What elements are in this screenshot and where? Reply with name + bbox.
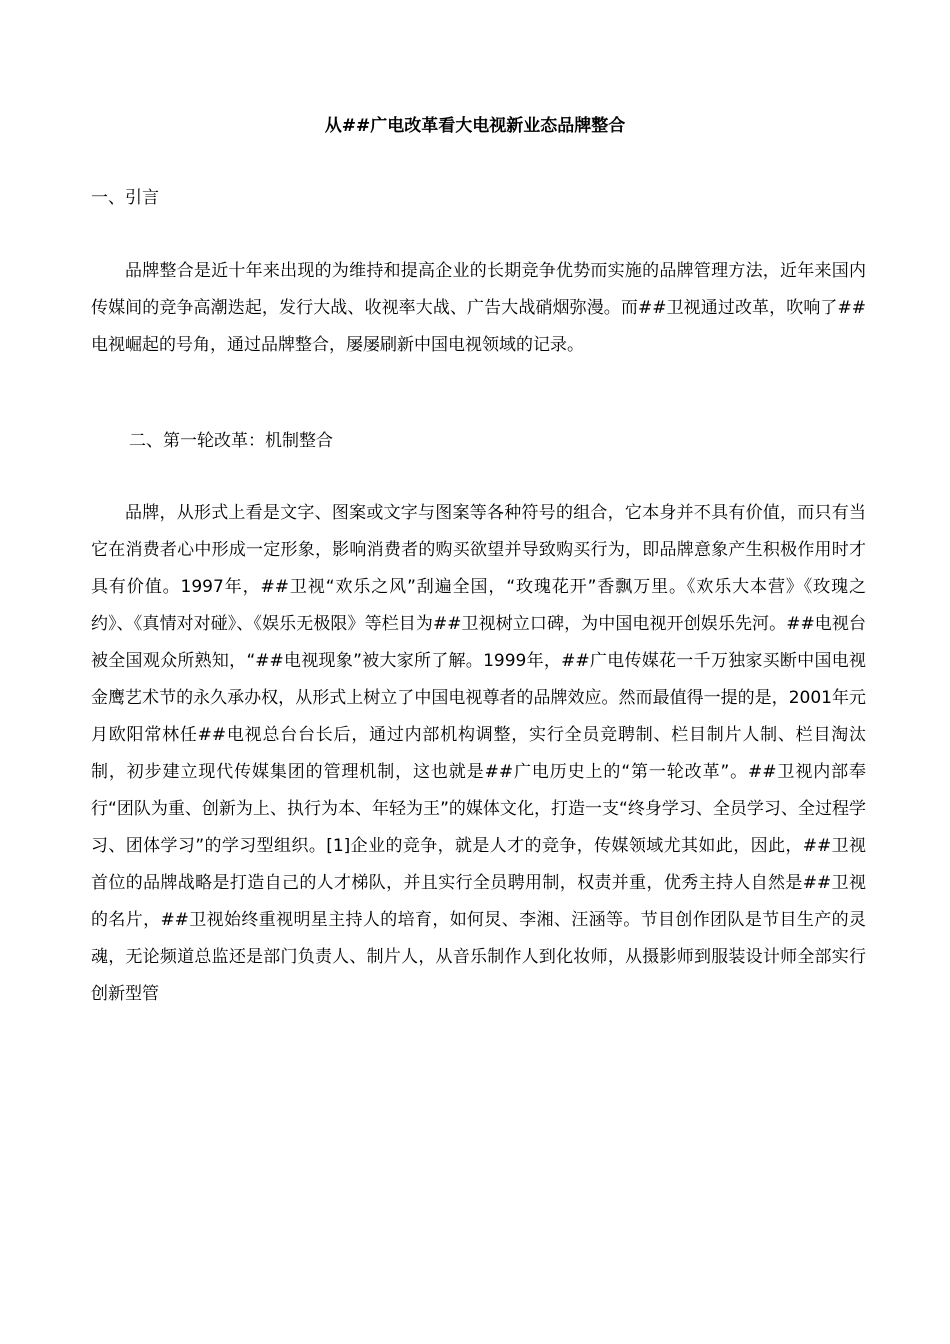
section-heading-introduction: 一、引言	[91, 188, 159, 208]
paragraph-introduction: 品牌整合是近十年来出现的为维持和提高企业的长期竞争优势而实施的品牌管理方法，近年来国内传媒间的竞争高潮迭起，发行大战、收视率大战、广告大战硝烟弥漫。而##卫视通过改革，吹响了##电视崛起的号角，通过品牌整合，屡屡刷新中国电视领域的记录。	[91, 261, 866, 355]
paragraph-first-reform: 品牌，从形式上看是文字、图案或文字与图案等各种符号的组合，它本身并不具有价值，而只有当它在消费者心中形成一定形象，影响消费者的购买欲望并导致购买行为，即品牌意象产生积极作用时才具有价值。1997年，##卫视“欢乐之风”刮遍全国，“玫瑰花开”香飘万里。《欢乐大本营》《玫瑰之约》、《真情对对碰》、《娱乐无极限》等栏目为##卫视树立口碑，为中国电视开创娱乐先河。##电视台被全国观众所熟知，“##电视现象”被大家所了解。1999年，##广电传媒花一千万独家买断中国电视金鹰艺术节的永久承办权，从形式上树立了中国电视尊者的品牌效应。然而最值得一提的是，2001年元月欧阳常林任##电视总台台长后，通过内部机构调整，实行全员竞聘制、栏目制片人制、栏目淘汰制，初步建立现代传媒集团的管理机制，这也就是##广电历史上的“第一轮改革”。##卫视内部奉行“团队为重、创新为上、执行为本、年轻为王”的媒体文化，打造一支“终身学习、全员学习、全过程学习、团体学习”的学习型组织。[1]企业的竞争，就是人才的竞争，传媒领域尤其如此，因此，##卫视首位的品牌战略是打造自己的人才梯队，并且实行全员聘用制，权责并重，优秀主持人自然是##卫视的名片，##卫视始终重视明星主持人的培育，如何炅、李湘、汪涵等。节目创作团队是节目生产的灵魂，无论频道总监还是部门负责人、制片人，从音乐制作人到化妆师，从摄影师到服装设计师全部实行创新型管	[91, 503, 866, 1004]
document-title: 从##广电改革看大电视新业态品牌整合	[324, 116, 626, 136]
section-heading-first-reform: 二、第一轮改革：机制整合	[129, 431, 333, 451]
